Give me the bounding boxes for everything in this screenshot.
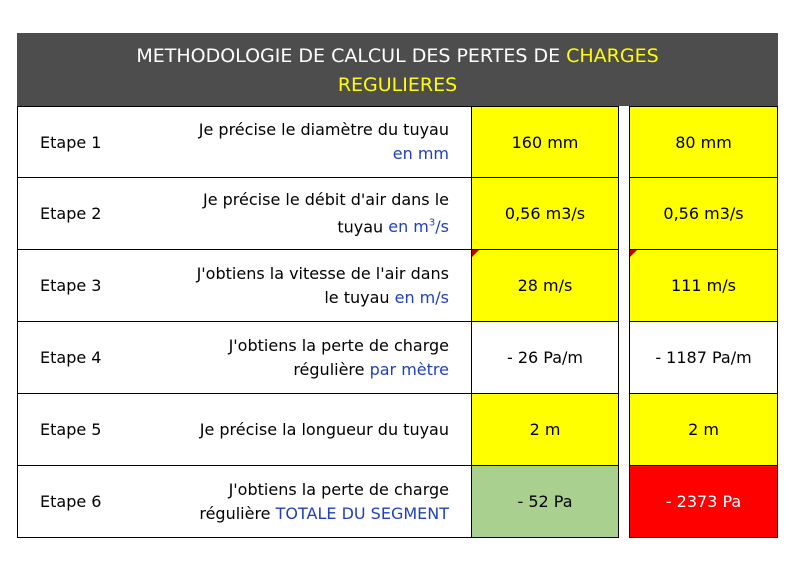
description-text: J'obtiens la perte de charge [228,479,449,499]
step-description [138,466,471,538]
step-label: Etape 5 [17,394,138,466]
value-cell-160mm[interactable]: 2 m [471,394,619,466]
description-text: Je précise la longueur du tuyau [199,419,449,439]
table-row [0,178,796,250]
header-title-highlight-2: REGULIERES [337,74,458,96]
header-title: METHODOLOGIE DE CALCUL DES PERTES DE [136,45,567,67]
comment-indicator-icon [630,250,637,257]
step-description [138,322,471,394]
step-label: Etape 4 [17,322,138,394]
value-cell-160mm[interactable]: 160 mm [471,106,619,178]
table-row [0,250,796,322]
value-cell-160mm[interactable]: 0,56 m3/s [471,178,619,250]
header-title-highlight: CHARGES [566,45,659,67]
value-cell-80mm[interactable]: 0,56 m3/s [629,178,778,250]
total-cell-80mm[interactable]: - 2373 Pa [629,466,778,538]
table-row [0,466,796,538]
value-cell-80mm[interactable]: - 1187 Pa/m [629,322,778,394]
description-unit: en m/s [394,287,449,307]
description-text: J'obtiens la perte de charge [228,335,449,355]
table-row [0,106,796,178]
description-text: Je précise le débit d'air dans le [203,189,449,209]
total-cell-160mm[interactable]: - 52 Pa [471,466,619,538]
description-text-2: régulière [293,359,370,379]
description-text: Je précise le diamètre du tuyau [198,120,449,139]
step-description [138,178,471,250]
description-text-2: le tuyau [324,287,395,307]
description-unit: par mètre [369,359,449,379]
step-description [138,394,471,466]
description-unit: TOTALE DU SEGMENT [275,503,449,523]
value-cell-160mm[interactable] [471,250,619,322]
description-unit: en $m^3/s$ [388,217,449,237]
value-cell-80mm[interactable]: 2 m [629,394,778,466]
description-text: J'obtiens la vitesse de l'air dans [196,263,449,283]
table-header [17,33,778,106]
step-label: Etape 6 [17,466,138,538]
step-label: Etape 2 [17,178,138,250]
value-text: 111 m/s [671,276,736,295]
comment-indicator-icon [472,250,479,257]
step-label: Etape 3 [17,250,138,322]
value-cell-80mm[interactable]: 80 mm [629,106,778,178]
description-text-2: tuyau [337,217,389,237]
value-cell-80mm[interactable] [629,250,778,322]
step-description [138,106,471,178]
table-row [0,322,796,394]
value-cell-160mm[interactable]: - 26 Pa/m [471,322,619,394]
step-label: Etape 1 [17,106,138,178]
description-text-2: régulière [199,503,276,523]
step-description [138,250,471,322]
value-text: 28 m/s [517,276,573,295]
table-row [0,394,796,466]
description-unit: en mm [392,144,449,163]
